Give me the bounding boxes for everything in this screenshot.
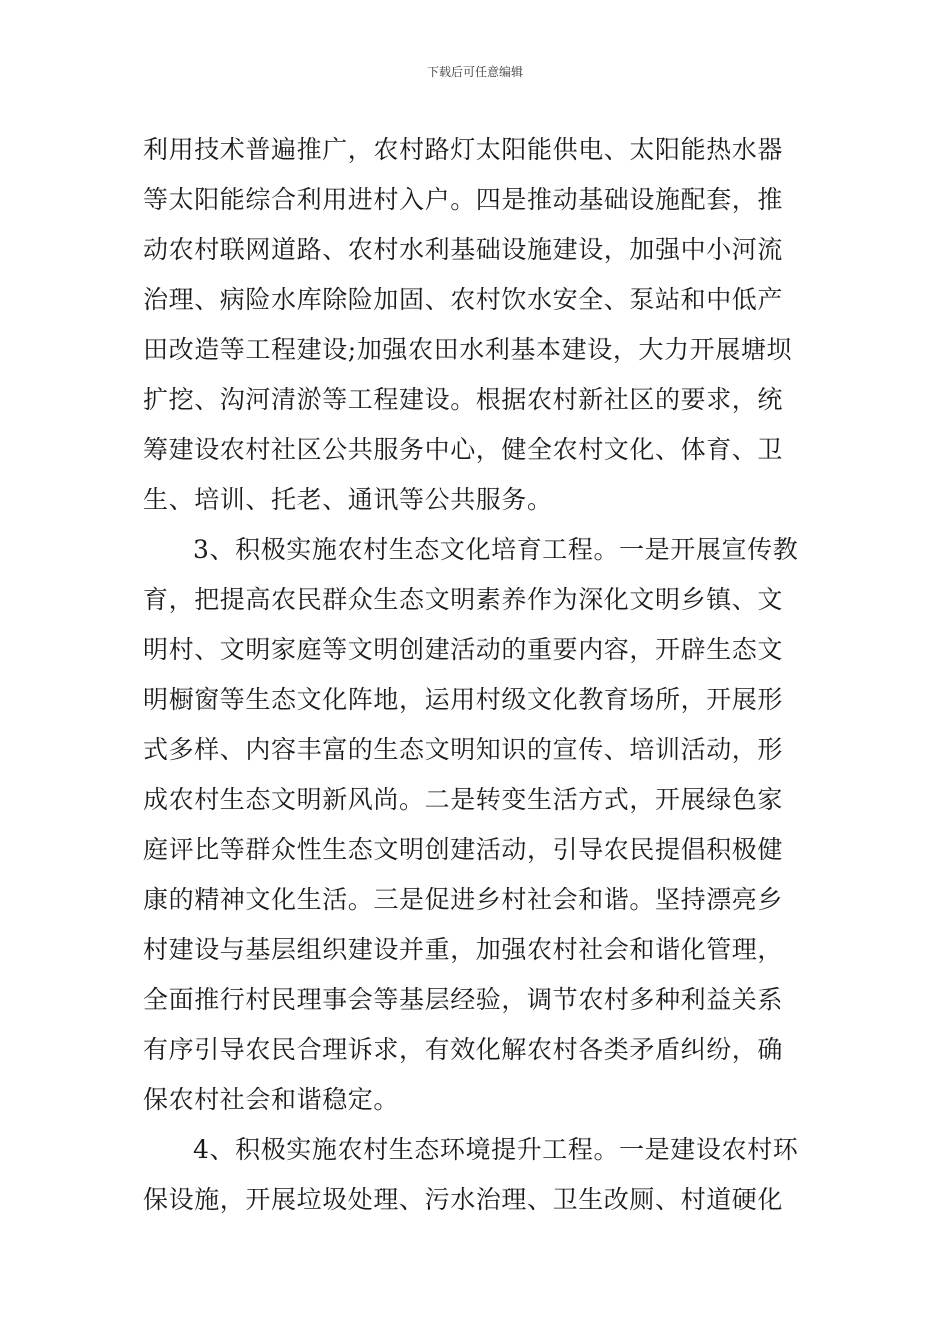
body-line: 全面推行村民理事会等基层经验，调节农村多种利益关系 [143,985,784,1014]
body-line: 等太阳能综合利用进村入户。四是推动基础设施配套，推 [143,185,784,214]
body-line: 动农村联网道路、农村水利基础设施建设，加强中小河流 [143,235,784,264]
body-line: 保设施，开展垃圾处理、污水治理、卫生改厕、村道硬化 [143,1185,784,1214]
body-line: 康的精神文化生活。三是促进乡村社会和谐。坚持漂亮乡 [143,885,784,914]
body-line: 明村、文明家庭等文明创建活动的重要内容，开辟生态文 [143,635,784,664]
body-line: 有序引导农民合理诉求，有效化解农村各类矛盾纠纷，确 [143,1035,784,1064]
paragraph-first-line: 3、积极实施农村生态文化培育工程。一是开展宣传教 [193,535,799,564]
page-header: 下载后可任意编辑 [426,65,523,79]
body-line: 生、培训、托老、通讯等公共服务。 [143,485,553,514]
body-line: 明橱窗等生态文化阵地，运用村级文化教育场所，开展形 [143,685,784,714]
body-line: 成农村生态文明新风尚。二是转变生活方式，开展绿色家 [143,785,784,814]
body-line: 保农村社会和谐稳定。 [143,1085,400,1114]
body-line: 筹建设农村社区公共服务中心，健全农村文化、体育、卫 [143,435,784,464]
body-line: 育，把提高农民群众生态文明素养作为深化文明乡镇、文 [143,585,784,614]
body-line: 庭评比等群众性生态文明创建活动，引导农民提倡积极健 [143,835,784,864]
body-line: 田改造等工程建设;加强农田水利基本建设，大力开展塘坝 [143,335,793,364]
body-line: 扩挖、沟河清淤等工程建设。根据农村新社区的要求，统 [143,385,784,414]
body-line: 治理、病险水库除险加固、农村饮水安全、泵站和中低产 [143,285,784,314]
body-line: 式多样、内容丰富的生态文明知识的宣传、培训活动，形 [143,735,784,764]
paragraph-first-line: 4、积极实施农村生态环境提升工程。一是建设农村环 [193,1135,799,1164]
body-line: 利用技术普遍推广，农村路灯太阳能供电、太阳能热水器 [143,135,784,164]
body-line: 村建设与基层组织建设并重，加强农村社会和谐化管理， [143,935,784,964]
